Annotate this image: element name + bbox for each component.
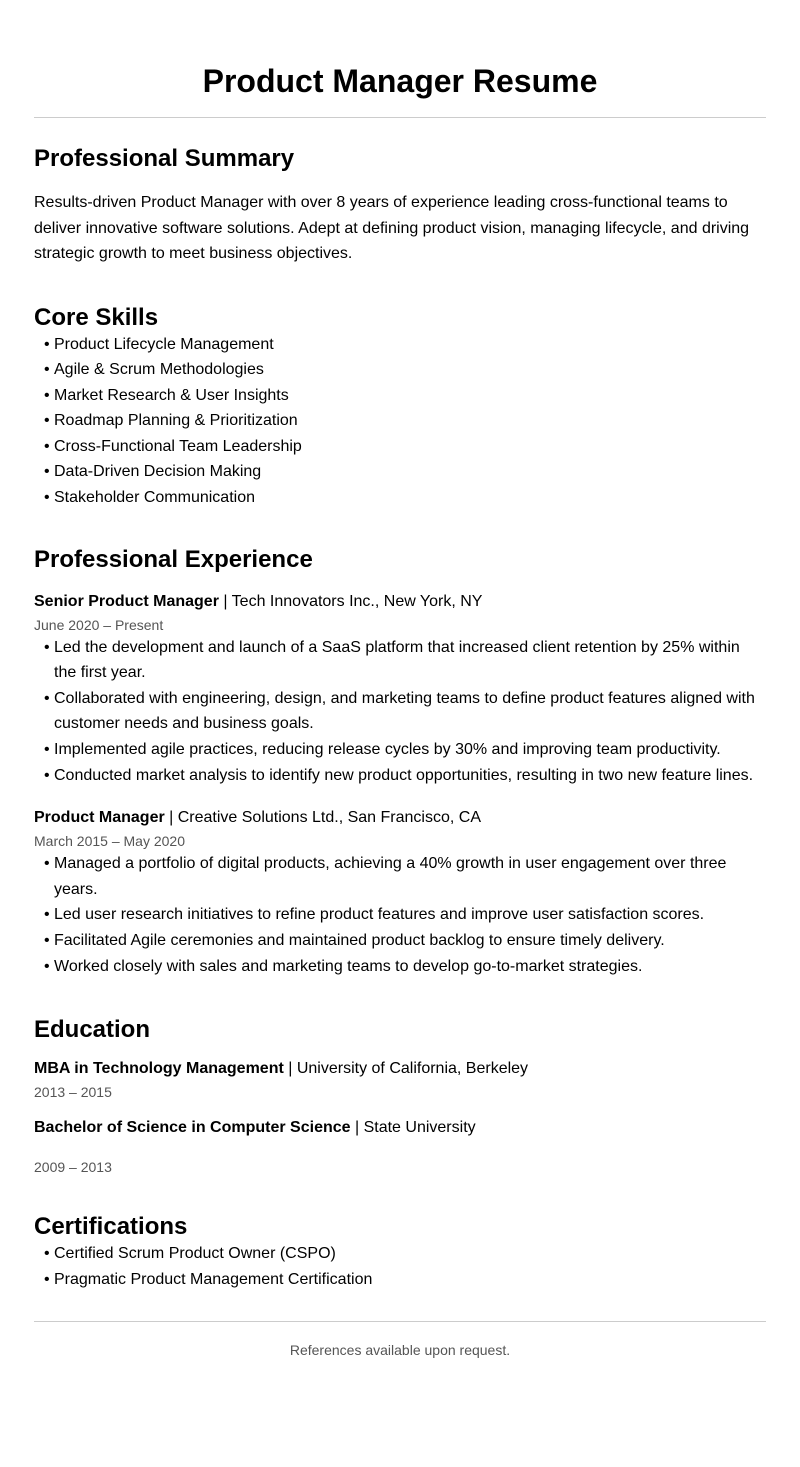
education-entry <box>34 1059 766 1102</box>
education-dates: 2013 – 2015 <box>34 1084 112 1101</box>
school-name: | University of California, Berkeley <box>283 1060 529 1078</box>
achievement-item: • Led the development and launch of a SaaS platform that increased client retention by 25% within the first year. <box>44 635 766 686</box>
education-entry <box>34 1118 766 1177</box>
summary-text: Results-driven Product Manager with over 8 years of experience leading cross-functional teams to deliver innovative software solutions. Adept at defining product vision, managing lifecycle, and driving strategic growth to meet business objectives. <box>34 194 750 262</box>
skill-item: • Roadmap Planning & Prioritization <box>44 408 766 434</box>
education-section <box>34 1016 766 1177</box>
achievement-item: • Facilitated Agile ceremonies and maintained product backlog to ensure timely delivery. <box>44 928 766 954</box>
title-divider <box>34 117 766 118</box>
job-role: Product Manager <box>34 809 165 827</box>
job-entry <box>34 808 766 979</box>
achievement-item: • Implemented agile practices, reducing release cycles by 30% and improving team productivity. <box>44 737 766 763</box>
achievement-item: • Managed a portfolio of digital products, achieving a 40% growth in user engagement over three years. <box>44 851 766 902</box>
degree-line <box>34 1059 766 1079</box>
footer-divider <box>34 1321 766 1322</box>
job-company: | Creative Solutions Ltd., San Francisco, CA <box>164 809 481 827</box>
degree-name: Bachelor of Science in Computer Science <box>34 1119 351 1137</box>
skills-section <box>34 304 766 511</box>
footer-note: References available upon request. <box>289 1342 511 1359</box>
certifications-heading: Certifications <box>34 1213 188 1241</box>
certifications-section <box>34 1213 766 1292</box>
job-dates: March 2015 – May 2020 <box>34 833 185 850</box>
job-role: Senior Product Manager <box>34 592 219 610</box>
experience-section <box>34 546 766 980</box>
job-title-line <box>34 592 766 612</box>
achievement-item: • Conducted market analysis to identify new product opportunities, resulting in two new feature lines. <box>44 763 766 789</box>
page-title: Product Manager Resume <box>202 63 598 99</box>
degree-line <box>34 1118 766 1138</box>
education-dates: 2009 – 2013 <box>34 1159 112 1176</box>
degree-name: MBA in Technology Management <box>34 1060 284 1078</box>
skill-item: • Agile & Scrum Methodologies <box>44 357 766 383</box>
skill-item: • Data-Driven Decision Making <box>44 459 766 485</box>
skill-item: • Product Lifecycle Management <box>44 332 766 358</box>
achievement-item: • Led user research initiatives to refine product features and improve user satisfaction scores. <box>44 902 766 928</box>
achievement-item: • Worked closely with sales and marketing teams to develop go-to-market strategies. <box>44 954 766 980</box>
resume-page <box>34 0 766 1360</box>
achievement-item: • Collaborated with engineering, design, and marketing teams to define product features aligned with customer needs and business goals. <box>44 686 766 737</box>
school-name: | State University <box>350 1119 476 1137</box>
job-achievements <box>34 851 766 979</box>
summary-section <box>34 145 766 267</box>
job-company: | Tech Innovators Inc., New York, NY <box>218 592 483 610</box>
skills-heading: Core Skills <box>34 303 159 331</box>
certifications-list <box>34 1241 766 1292</box>
skill-item: • Market Research & User Insights <box>44 383 766 409</box>
education-heading: Education <box>34 1016 151 1044</box>
job-dates: June 2020 – Present <box>34 616 164 633</box>
summary-heading: Professional Summary <box>34 145 295 172</box>
skill-item: • Cross-Functional Team Leadership <box>44 434 766 460</box>
skill-item: • Stakeholder Communication <box>44 485 766 511</box>
job-achievements <box>34 635 766 789</box>
experience-heading: Professional Experience <box>34 545 313 573</box>
certification-item: • Certified Scrum Product Owner (CSPO) <box>44 1241 766 1267</box>
job-title-line <box>34 808 766 828</box>
skills-list <box>34 332 766 511</box>
certification-item: • Pragmatic Product Management Certification <box>44 1267 766 1293</box>
job-entry <box>34 592 766 789</box>
